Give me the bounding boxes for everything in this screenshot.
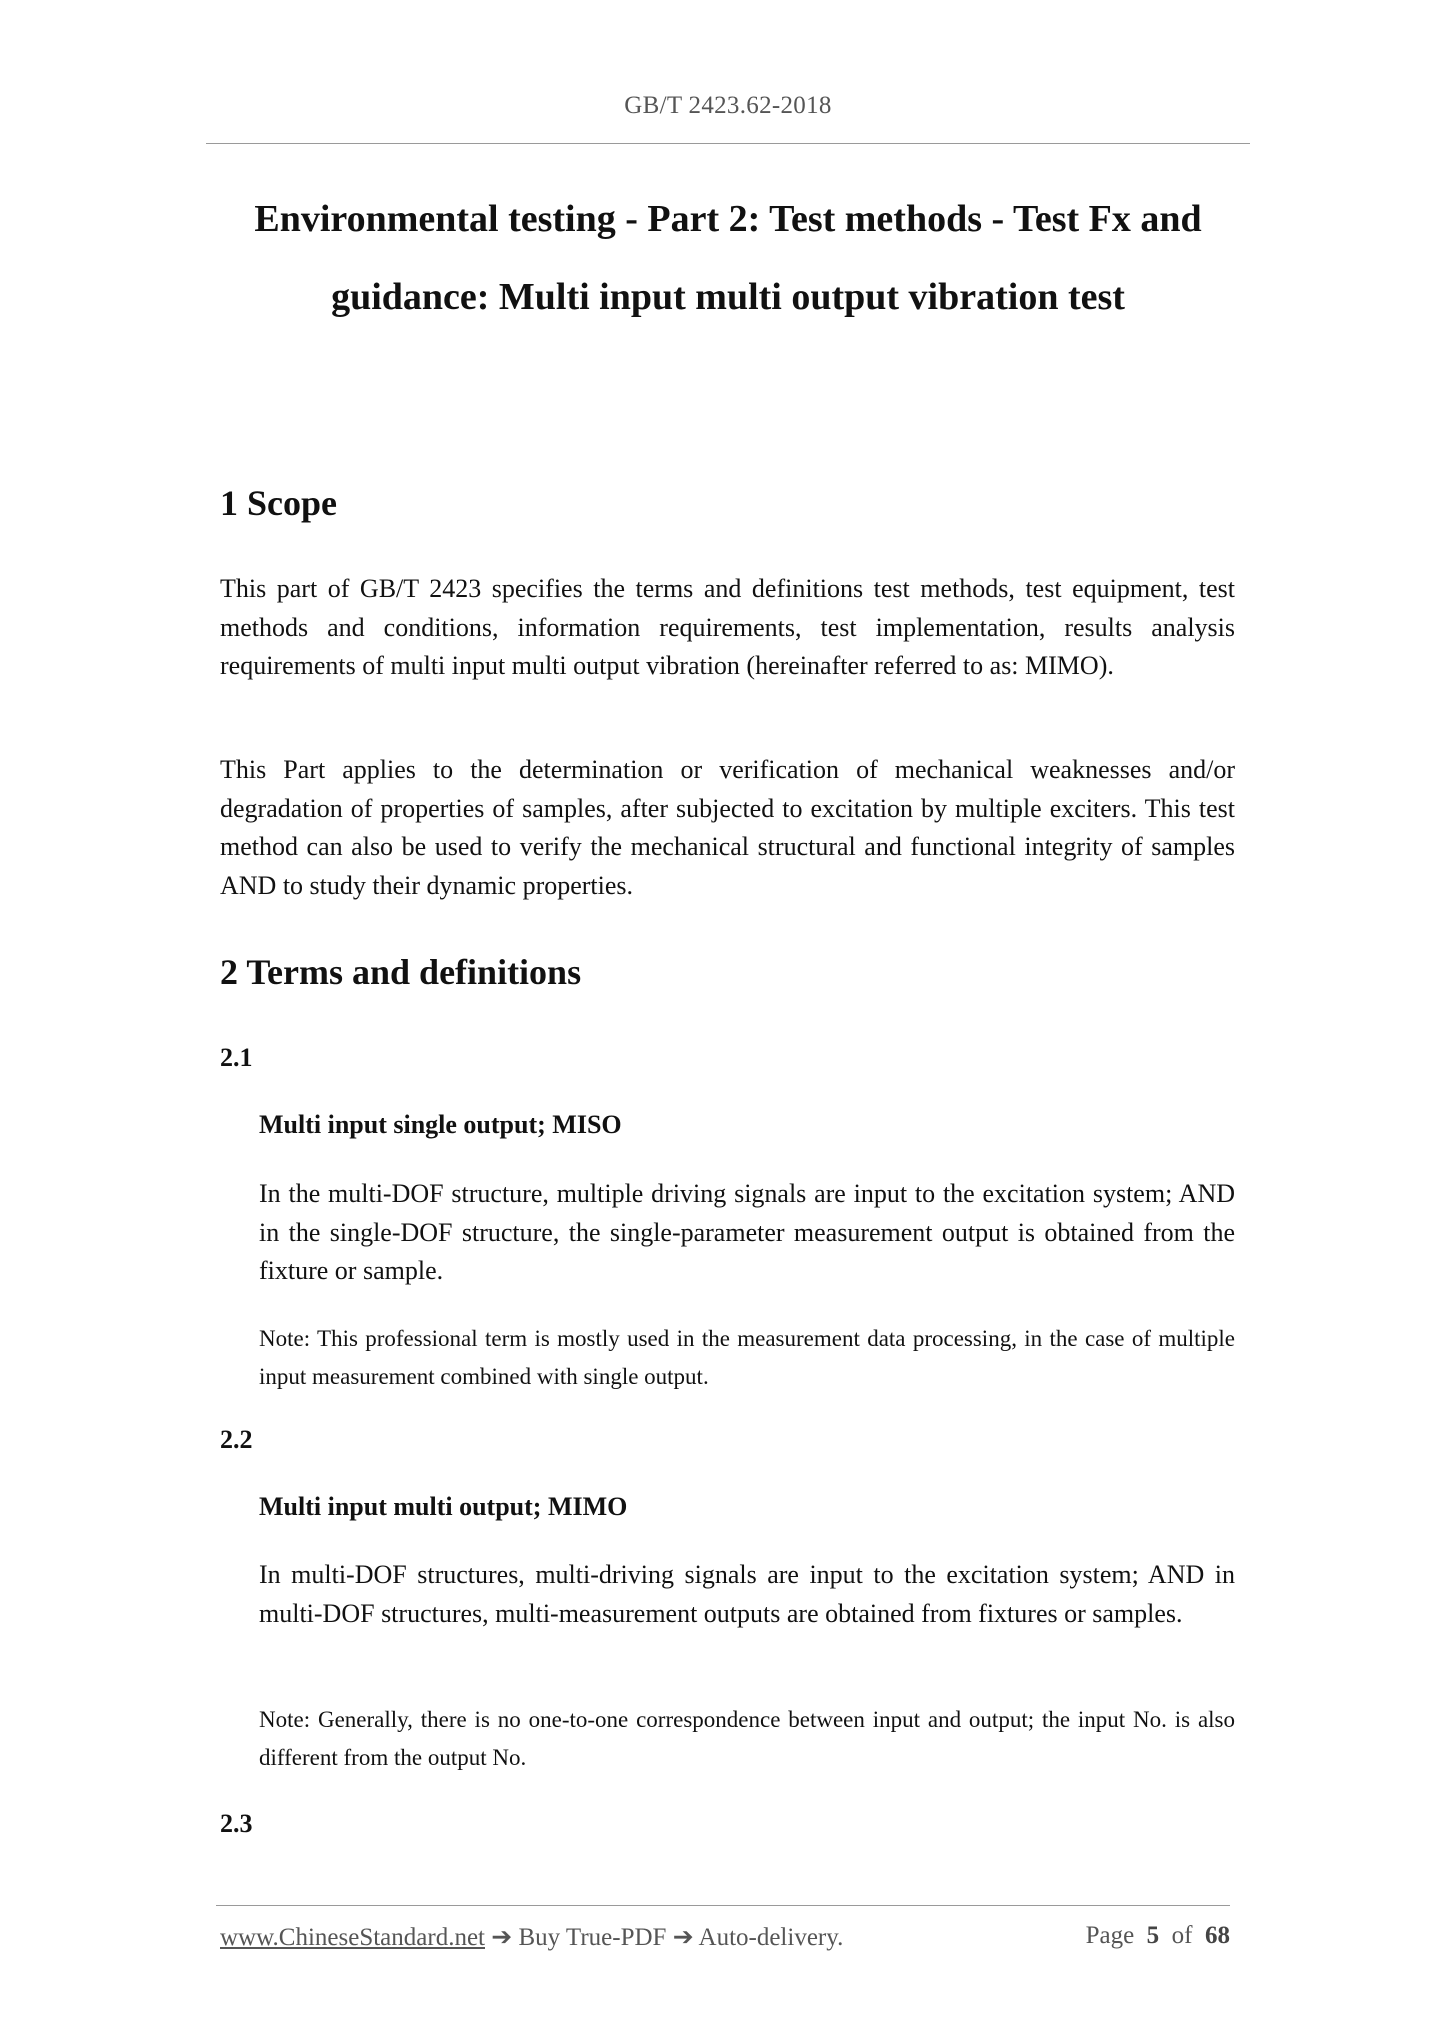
term-number-2-3: 2.3	[220, 1809, 253, 1838]
delivery-text: Auto-delivery.	[698, 1924, 844, 1951]
header-divider	[206, 143, 1250, 144]
footer-promo	[220, 1922, 843, 1952]
standard-code-header: GB/T 2423.62-2018	[624, 92, 832, 119]
term-note-mimo: Note: Generally, there is no one-to-one correspondence between input and output; the input No. is also different from the output No.	[259, 1707, 1235, 1770]
buy-text: Buy True-PDF	[518, 1924, 667, 1951]
document-title-line-2: guidance: Multi input multi output vibration test	[331, 276, 1125, 318]
term-title-miso: Multi input single output; MISO	[259, 1110, 622, 1139]
term-number-2-2: 2.2	[220, 1425, 253, 1454]
page-current: 5	[1146, 1922, 1160, 1949]
page-total: 68	[1205, 1922, 1230, 1949]
site-link[interactable]: www.ChineseStandard.net	[220, 1924, 485, 1951]
page-of: of	[1171, 1922, 1193, 1949]
scope-paragraph-1: This part of GB/T 2423 specifies the terms and definitions test methods, test equipment, test methods and conditions, information requirements, test implementation, results analysis requirements of multi input multi output vibration (hereinafter referred to as: MIMO).	[220, 574, 1235, 680]
term-number-2-1: 2.1	[220, 1043, 253, 1072]
term-definition-mimo: In multi-DOF structures, multi-driving signals are input to the excitation system; AND in multi-DOF structures, multi-measurement outputs are obtained from fixtures or samples.	[259, 1560, 1235, 1628]
arrow-right-icon: ➔	[672, 1924, 694, 1951]
document-title	[206, 180, 1250, 336]
term-definition-miso: In the multi-DOF structure, multiple driving signals are input to the excitation system; AND in the single-DOF structure, the single-parameter measurement output is obtained from the fixture or sample.	[259, 1179, 1235, 1285]
page-number	[1086, 1922, 1230, 1950]
term-note-miso: Note: This professional term is mostly used in the measurement data processing, in the case of multiple input measurement combined with single output.	[259, 1326, 1235, 1389]
term-title-mimo: Multi input multi output; MIMO	[259, 1492, 628, 1521]
page-label: Page	[1085, 1922, 1135, 1949]
scope-heading: 1 Scope	[220, 483, 337, 523]
arrow-right-icon: ➔	[491, 1924, 513, 1951]
footer-divider	[216, 1905, 1230, 1906]
document-title-line-1: Environmental testing - Part 2: Test methods - Test Fx and	[254, 198, 1202, 240]
terms-heading: 2 Terms and definitions	[220, 952, 582, 992]
scope-paragraph-2: This Part applies to the determination or verification of mechanical weaknesses and/or degradation of properties of samples, after subjected to excitation by multiple exciters. This test method can also be used to verify the mechanical structural and functional integrity of samples AND to study their dynamic properties.	[220, 755, 1235, 900]
